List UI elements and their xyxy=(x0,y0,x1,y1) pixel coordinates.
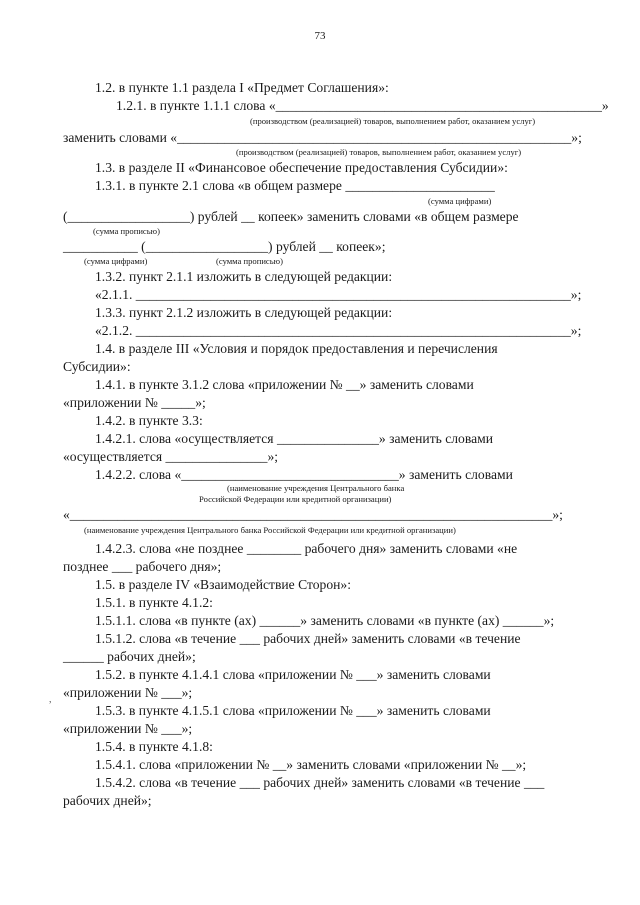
document-line: 1.3. в разделе II «Финансовое обеспечение предоставления Субсидии»: xyxy=(95,160,508,175)
field-caption: (сумма прописью) xyxy=(93,226,160,236)
document-line: 1.4. в разделе III «Условия и порядок предоставления и перечисления xyxy=(95,341,498,356)
document-line: Субсидии»: xyxy=(63,359,131,374)
document-line: 1.3.2. пункт 2.1.1 изложить в следующей редакции: xyxy=(95,269,393,284)
document-line: «приложении № ___»; xyxy=(63,721,193,736)
document-line: 1.4.2.2. слова «________________________________» заменить словами xyxy=(95,467,513,482)
document-line: 1.2.1. в пункте 1.1.1 слова «________________________________________________» xyxy=(116,98,609,113)
document-line: заменить словами «__________________________________________________________»; xyxy=(63,130,582,145)
field-caption: (сумма прописью) xyxy=(216,256,283,266)
document-line: «2.1.2. ________________________________________________________________»; xyxy=(95,323,582,338)
field-caption: (производством (реализацией) товаров, выполнением работ, оказанием услуг) xyxy=(250,116,536,126)
field-caption: (наименование учреждения Центрального банка Российской Федерации или кредитной организации) xyxy=(84,525,456,535)
document-line: 1.4.2. в пункте 3.3: xyxy=(95,413,203,428)
document-line: позднее ___ рабочего дня»; xyxy=(63,559,222,574)
document-line: 1.5.4.1. слова «приложении № __» заменить словами «приложении № __»; xyxy=(95,757,527,772)
document-line: 1.5.1. в пункте 4.1.2: xyxy=(95,595,213,610)
document-line: «приложении № _____»; xyxy=(63,395,206,410)
document-line: «приложении № ___»; xyxy=(63,685,193,700)
document-line: «_______________________________________________________________________»; xyxy=(63,507,563,522)
page-number: 73 xyxy=(314,30,326,42)
field-caption: Российской Федерации или кредитной организации) xyxy=(199,494,392,504)
field-caption: (сумма цифрами) xyxy=(428,196,492,206)
document-line: 1.5.1.2. слова «в течение ___ рабочих дней» заменить словами «в течение xyxy=(95,631,521,646)
document-line: 1.5. в разделе IV «Взаимодействие Сторон»: xyxy=(95,577,351,592)
document-line: 1.5.2. в пункте 4.1.4.1 слова «приложении № ___» заменить словами xyxy=(95,667,491,682)
document-line: «2.1.1. ________________________________________________________________»; xyxy=(95,287,582,302)
document-line: ______ рабочих дней»; xyxy=(63,649,196,664)
document-line: 1.3.1. в пункте 2.1 слова «в общем размере ______________________ xyxy=(95,178,495,193)
document-line: (__________________) рублей __ копеек» заменить словами «в общем размере xyxy=(63,209,519,224)
document-line: 1.4.2.1. слова «осуществляется _______________» заменить словами xyxy=(95,431,494,446)
document-line: 1.5.4.2. слова «в течение ___ рабочих дней» заменить словами «в течение ___ xyxy=(95,775,545,790)
document-line: «осуществляется _______________»; xyxy=(63,449,279,464)
document-line: 1.4.2.3. слова «не позднее ________ рабочего дня» заменить словами «не xyxy=(95,541,518,556)
stray-mark: , xyxy=(49,694,52,705)
document-line: ___________ (__________________) рублей __ копеек»; xyxy=(63,239,386,254)
document-line: 1.5.4. в пункте 4.1.8: xyxy=(95,739,213,754)
document-line: 1.2. в пункте 1.1 раздела I «Предмет Соглашения»: xyxy=(95,80,389,95)
document-line: 1.5.3. в пункте 4.1.5.1 слова «приложении № ___» заменить словами xyxy=(95,703,491,718)
document-line: 1.3.3. пункт 2.1.2 изложить в следующей редакции: xyxy=(95,305,393,320)
field-caption: (наименование учреждения Центрального банка xyxy=(227,483,405,493)
document-line: рабочих дней»; xyxy=(63,793,152,808)
document-line: 1.5.1.1. слова «в пункте (ах) ______» заменить словами «в пункте (ах) ______»; xyxy=(95,613,555,628)
field-caption: (производством (реализацией) товаров, выполнением работ, оказанием услуг) xyxy=(236,147,522,157)
field-caption: (сумма цифрами) xyxy=(84,256,148,266)
document-line: 1.4.1. в пункте 3.1.2 слова «приложении № __» заменить словами xyxy=(95,377,474,392)
